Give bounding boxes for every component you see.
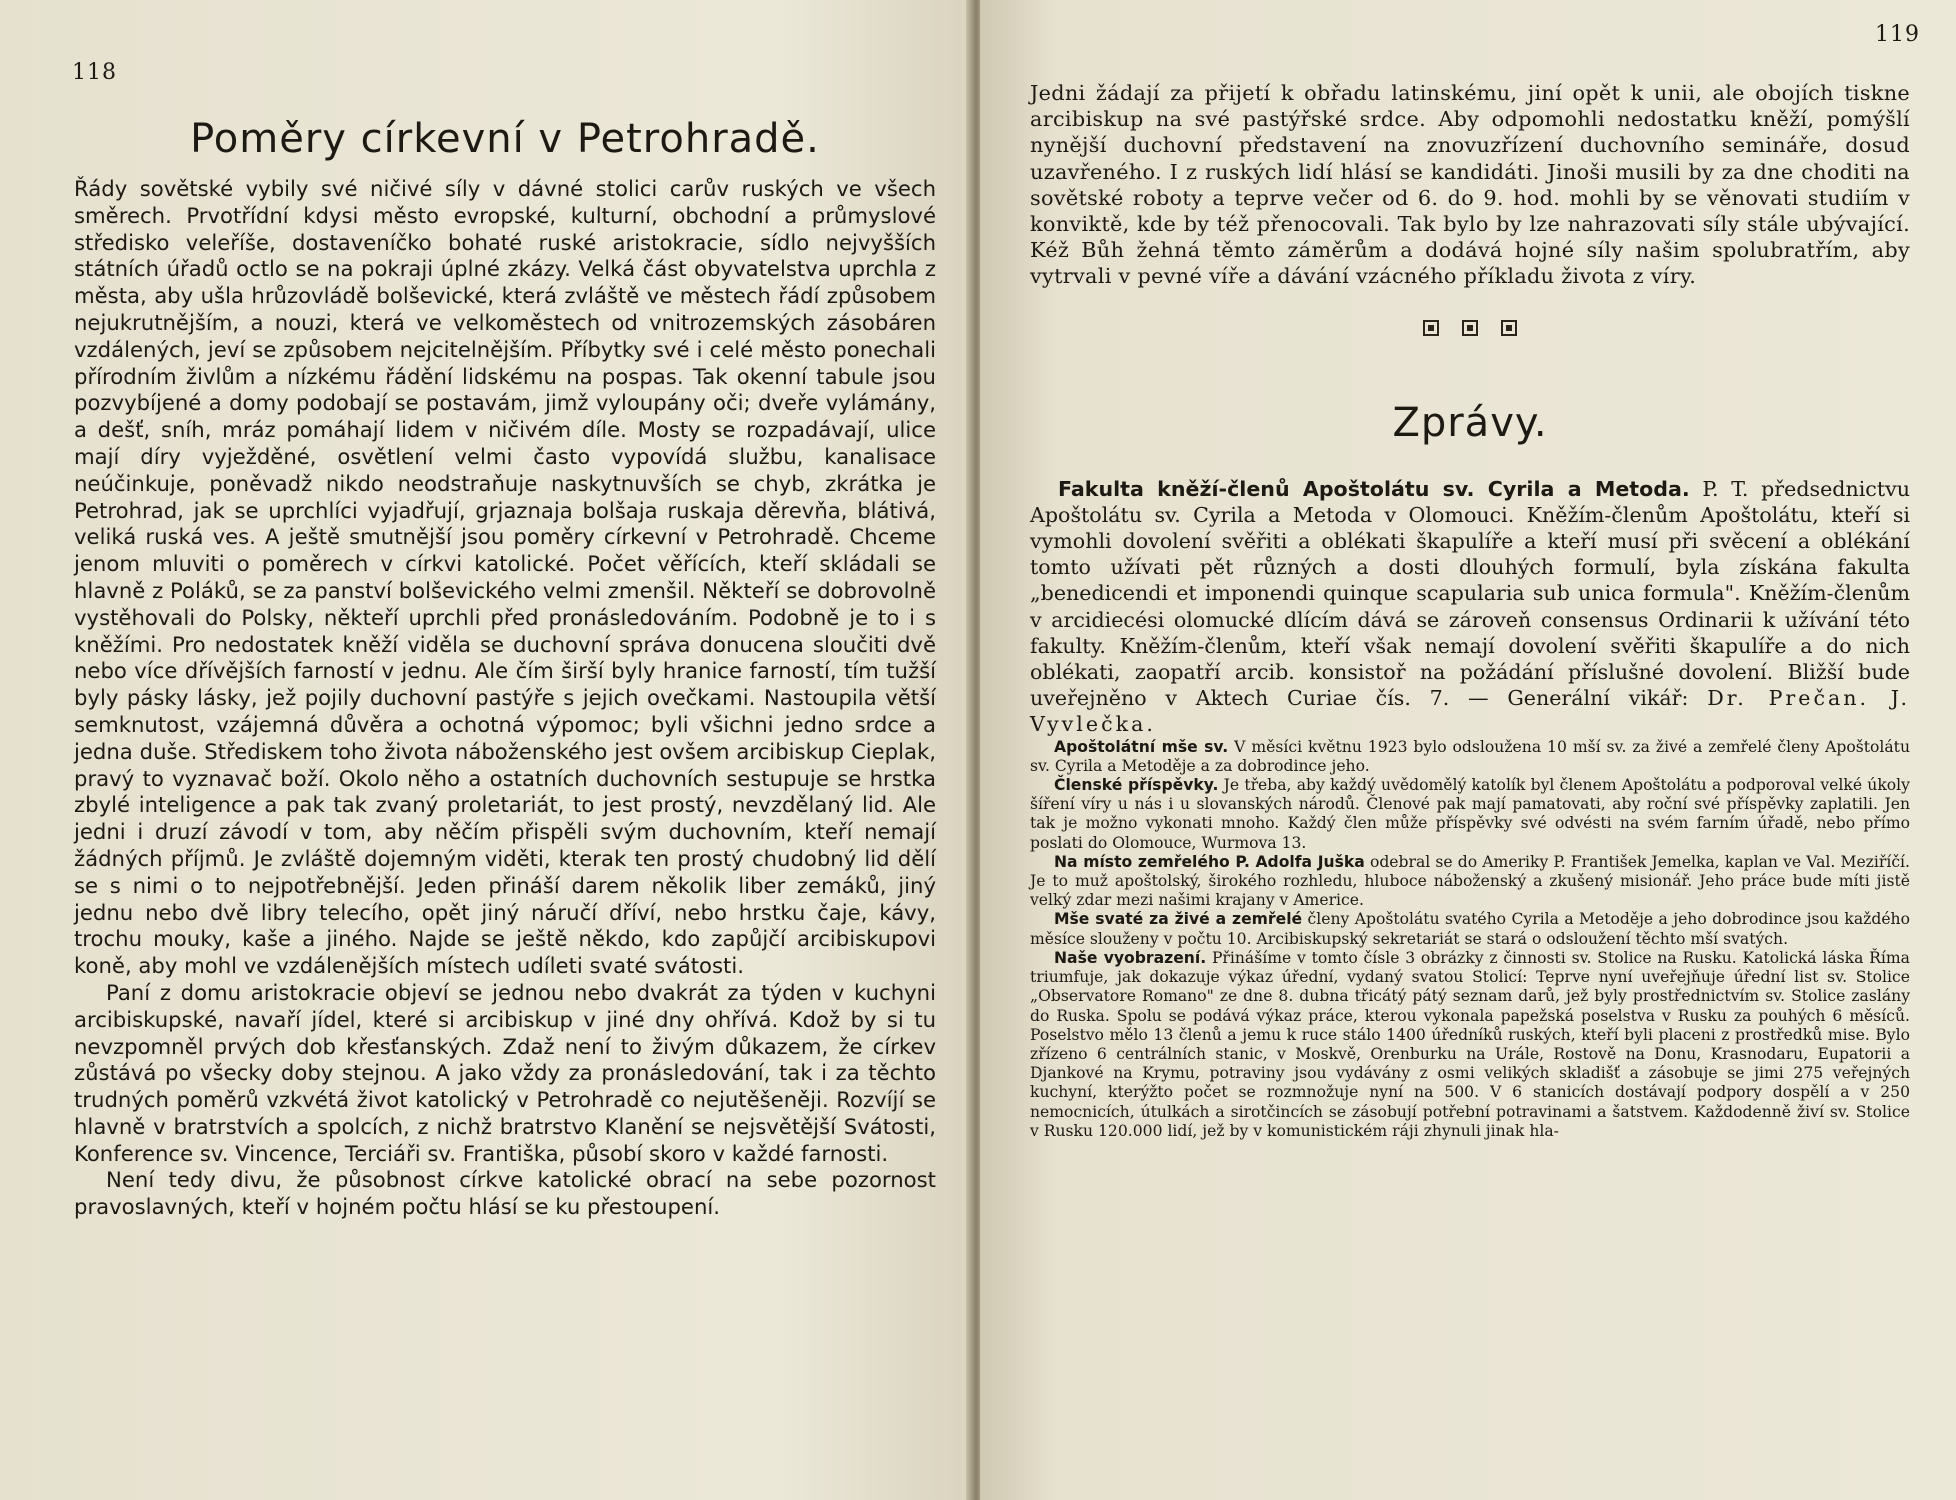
page-number-right: 119	[1875, 22, 1920, 47]
note-item	[1030, 853, 1910, 911]
page-number-left: 118	[72, 60, 117, 85]
note-text: odebral se do Ameriky P. František Jemelka, kaplan ve Val. Meziříčí. Je to muž apoštolský, širokého rozhledu, hluboce náboženský a zkušený misionář. Jeho práce bude míti jistě velký zdar mezi našimi krajany v Americe.	[1030, 852, 1910, 910]
divider-square-icon	[1423, 320, 1439, 336]
note-heading: Naše vyobrazení.	[1054, 948, 1207, 967]
news-lead-heading: Fakulta kněží-členů Apoštolátu sv. Cyrila a Metoda.	[1058, 476, 1690, 501]
note-heading: Mše svaté za živé a zemřelé	[1054, 910, 1303, 929]
paragraph-2: Paní z domu aristokracie objeví se jednou nebo dvakrát za týden v kuchyni arcibiskupské, navaří jídel, které si arcibiskup v jiné dny ohřívá. Kdož by si tu nevzpomněl prvých dob křesťanských. Zdaž není to živým důkazem, že církev zůstává po všecky doby stejnou. A jako vždy za pronásledování, tak i za těchto trudných poměrů vzkvétá život katolický v Petrohradě co nejutěšeněji. Rozvíjí se hlavně v bratrstvích a spolcích, z nichž bratrstvo Klanění se nejsvětější Svátosti, Konference sv. Vincence, Terciáři sv. Františka, působí skoro v každé farnosti.	[74, 979, 936, 1166]
paragraph-3: Není tedy divu, že působnost církve katolické obrací na sebe pozornost pravoslavných, kteří v hojném počtu hlásí se ku přestoupení.	[74, 1167, 936, 1220]
news-lead	[1030, 476, 1910, 738]
note-text: Je třeba, aby každý uvědomělý katolík byl členem Apoštolátu a podporoval velké úkoly šíření víry u nás i u slovanských národů. Členové pak mají pamatovati, aby roční své příspěvky zaplatili. Jen tak je možno vykonati mnoho. Každý člen může příspěvky své odvésti na svém farním úřadě, nebo přímo poslati do Olomouce, Wurmova 13.	[1030, 776, 1910, 852]
note-heading: Apoštolátní mše sv.	[1054, 737, 1229, 756]
section-divider	[1030, 320, 1910, 344]
divider-square-icon	[1462, 320, 1478, 336]
note-text: členy Apoštolátu svatého Cyrila a Metoděje a jeho dobrodince jsou každého měsíce slouženy v počtu 10. Arcibiskupský sekretariát se stará o odsloužení těchto mší svatých.	[1030, 910, 1910, 948]
note-item	[1030, 738, 1910, 776]
right-column	[1030, 80, 1910, 1141]
news-lead-signature: Dr. Prečan. J. Vyvlečka.	[1030, 686, 1911, 737]
note-item	[1030, 949, 1910, 1141]
note-heading: Členské příspěvky.	[1054, 776, 1219, 795]
paragraph-1: Řády sovětské vybily své ničivé síly v dávné stolici carův ruských ve všech směrech. Prvotřídní kdysi město evropské, kulturní, obchodní a průmyslové středisko veleříše, dostaveníčko bohaté ruské aristokracie, sídlo nejvyšších státních úřadů octlo se na pokraji úplné zkázy. Velká část obyvatelstva uprchla z města, aby ušla hrůzovládě bolševické, která zvláště ve městech řádí způsobem nejukrutnějším, a nouzi, která ve velkoměstech od vnitrozemských zásobáren vzdálených, jeví se způsobem nejcitelnějším. Příbytky své i celé město ponechali přírodním živlům a nízkému řádění lidskému na pospas. Tak okenní tabule jsou pozvybíjené a domy podobají se postavám, jimž vyloupány oči; dveře vylámány, a dešť, sníh, mráz pomáhají lidem v ničivém díle. Mosty se rozpadávají, ulice mají díry vyježděné, osvětlení velmi často vypovídá službu, kanalisace neúčinkuje, poněvadž nikdo neodstraňuje naskytnuvších se chyb, zkrátka je Petrohrad, jak se uprchlíci vyjadřují, grjaznaja bolšaja ruskaja děrevňa, blátivá, veliká ruská ves. A ještě smutnější jsou poměry církevní v Petrohradě. Chceme jenom mluviti o poměrech v církvi katolické. Počet věřících, kteří skládali se hlavně z Poláků, se za panství bolševického velmi zmenšil. Někteří se dobrovolně vystěhovali do Polsky, někteří uprchli před pronásledováním. Podobně je to i s kněžími. Pro nedostatek kněží viděla se duchovní správa donucena sloučiti dvě nebo více dřívějších farností v jednu. Ale čím širší byly hranice farností, tím tužší byly pásky lásky, jež pojily duchovní pastýře s jejich ovečkami. Nastoupila větší semknutost, vzájemná důvěra a ochotná výpomoc; byli všichni jedno srdce a jedna duše. Střediskem toho života náboženského jest ovšem arcibiskup Cieplak, pravý to vyznavač boží. Okolo něho a ostatních duchovních sestupuje se hrstka zbylé inteligence a pak tak zvaný proletariát, to jest prostý, nevzdělaný lid. Ale jedni i druzí závodí v tom, aby něčím přispěli svým duchovním, kteří nemají žádných příjmů. Je zvláště dojemným viděti, kterak ten prostý chudobný lid dělí se s nimi o to nejpotřebnější. Jeden přináší darem několik liber zemáků, jiný jednu nebo dvě libry telecího, opět jiný náručí dříví, nebo hrstku čaje, kávy, trochu mouky, kaše a jiného. Najde se ještě někdo, kdo zapůjčí arcibiskupovi koně, aby mohl ve vzdálenějších místech udíleti svaté svátosti.	[74, 176, 936, 979]
right-page	[980, 0, 1956, 1500]
note-heading: Na místo zemřelého P. Adolfa Juška	[1054, 852, 1365, 871]
left-column	[74, 116, 936, 1221]
continuation-paragraph: Jedni žádají za přijetí k obřadu latinskému, jiní opět k unii, ale obojích tiskne arcibiskup na své pastýřské srdce. Aby odpomohli nedostatku kněží, pomýšlí nynější duchovní představení na znovuzřízení duchovního semináře, dosud uzavřeného. I z ruských lidí hlásí se kandidáti. Jinoši musili by za dne choditi na sovětské roboty a teprve večer od 6. do 9. hod. mohli by se věnovati studiím v konviktě, kde by též přenocovali. Tak bylo by lze nahrazovati síly stále ubývající. Kéž Bůh žehná těmto záměrům a dodává hojné síly našim spolubratřím, aby vytrvali v pevné víře a dávání vzácného příkladu života z víry.	[1030, 81, 1910, 289]
note-text: Přinášíme v tomto čísle 3 obrázky z činnosti sv. Stolice na Rusku. Katolická láska Říma triumfuje, jak dokazuje výkaz úřední, vydaný svatou Stolicí: Teprve nyní uveřejňuje úřední list sv. Stolice „Observatore Romano" ze dne 8. dubna třicátý pátý seznam darů, jež byly prostřednictvím sv. Stolice zaslány do Ruska. Spolu se podává výkaz práce, kterou vykonala papežská poselstva v Rusku za pouhých 6 měsíců. Poselstvo mělo 13 členů a jemu k ruce stálo 1400 úředníků ruských, kteří byli placeni z prostředků mise. Bylo zřízeno 6 centrálních stanic, v Moskvě, Orenburku na Urále, Rostově na Donu, Krasnodaru, Eupatorii a Djankové na Krymu, potraviny jsou vydávány z osmi velikých skladišť a zásobuje se jimi 275 veřejných kuchyní, kterýžto počet se rozmnožuje nyní na 500. V 6 stanicích dostávají podpory dospělí a v 250 nemocnicích, útulkách a sirotčincích se zásobují potřební potravinami a šatstvem. Každodenně živí sv. Stolice v Rusku 120.000 lidí, jež by v komunistickém ráji zhynuli jinak hla-	[1030, 948, 1910, 1140]
left-page	[0, 0, 972, 1500]
note-item	[1030, 776, 1910, 853]
divider-square-icon	[1501, 320, 1517, 336]
note-text: V měsíci květnu 1923 bylo odsloužena 10 mší sv. za živé a zemřelé členy Apoštolátu sv. Cyrila a Metoděje a za dobrodince jeho.	[1030, 737, 1910, 775]
news-title: Zprávy.	[1392, 399, 1548, 446]
note-item	[1030, 910, 1910, 948]
news-lead-text: P. T. předsednictvu Apoštolátu sv. Cyrila a Metoda v Olomouci. Kněžím-členům Apoštolátu, kteří si vymohli dovolení svěřiti a oblékati škapulíře a kteří musí při svěcení a oblékání tomto užívati pět různých a dosti dlouhých formulí, byla získána fakulta „benedicendi et imponendi quinque scapularia sub unica formula". Kněžím-členům v arcidiecési olomucké dlícím dává se zároveň consensus Ordinarii k užívání této fakulty. Kněžím-členům, kteří však nemají dovolení svěřiti škapulíře a do nich oblékati, zaopatří arcib. konsistoř na požádání příslušné dovolení. Bližší bude uveřejněno v Aktech Curiae čís. 7. — Generální vikář:	[1030, 476, 1910, 711]
article-title: Poměry církevní v Petrohradě.	[190, 116, 820, 162]
